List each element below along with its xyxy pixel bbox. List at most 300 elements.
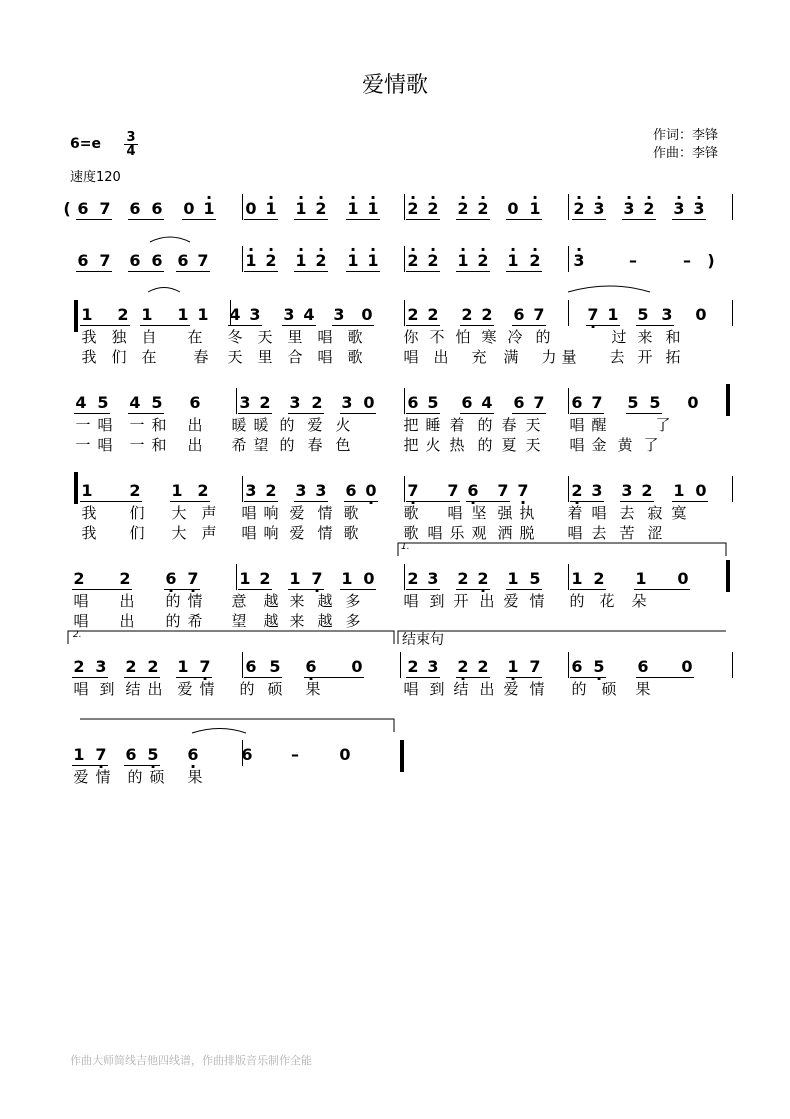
lyric-char: 天 xyxy=(525,436,541,454)
lyric-char: 多 xyxy=(345,612,361,630)
lyric-char: 出 xyxy=(479,680,495,698)
lyric-char: 乐 xyxy=(449,524,465,542)
note: 5 xyxy=(427,393,439,412)
lyric-char: 爱 xyxy=(177,680,193,698)
lyric-char: 冷 xyxy=(507,328,523,346)
note: 2 xyxy=(197,481,209,500)
note: 7 xyxy=(197,251,209,270)
note: 5 xyxy=(151,393,163,412)
lyric-char: 来 xyxy=(637,328,653,346)
lyric-char: 们 xyxy=(129,524,145,542)
key-signature: 6=e xyxy=(70,136,101,152)
lyric-char: 一 xyxy=(129,436,145,454)
lyric-char: 来 xyxy=(289,612,305,630)
lyric-char: 果 xyxy=(187,768,203,786)
lyric-char: 着 xyxy=(449,416,465,434)
lyric-char: 的 xyxy=(279,436,295,454)
lyric-char: 硕 xyxy=(601,680,617,698)
note: · 2 xyxy=(456,200,470,218)
note: 1 xyxy=(197,305,209,324)
note: 2 xyxy=(477,657,489,676)
note: 0 · xyxy=(364,482,378,500)
lyric-char: 一 xyxy=(129,416,145,434)
note: · 2 xyxy=(264,252,278,270)
note: 4 xyxy=(481,393,493,412)
note: 2 xyxy=(125,657,137,676)
note: · 3 xyxy=(572,252,586,270)
note: 5 xyxy=(637,305,649,324)
lyric-char: 金 xyxy=(591,436,607,454)
note: 1 xyxy=(81,305,93,324)
note: 7 xyxy=(497,481,509,500)
lyric-char: 情 xyxy=(529,680,545,698)
lyric-char: 爱 xyxy=(307,416,323,434)
note: 7 xyxy=(99,251,111,270)
note: 1 xyxy=(171,481,183,500)
lyric-char: 越 xyxy=(263,612,279,630)
lyric-char: 唱 xyxy=(569,436,585,454)
note: 3 xyxy=(427,657,439,676)
note: 6 xyxy=(189,393,201,412)
lyric-char: 唱 xyxy=(569,416,585,434)
lyric-char: 春 xyxy=(193,348,209,366)
lyric-char: 火 xyxy=(335,416,351,434)
lyric-char: 我 xyxy=(81,328,97,346)
volta-first-label: 1. xyxy=(401,542,410,552)
lyric-char: 的 xyxy=(165,612,181,630)
composer: 作曲：李锋 xyxy=(652,146,718,161)
note: · 2 xyxy=(426,252,440,270)
note: · 1 xyxy=(346,200,360,218)
lyric-char: 越 xyxy=(317,612,333,630)
note: 6 xyxy=(129,251,141,270)
note: 4 xyxy=(229,305,241,324)
lyric-char: 量 xyxy=(561,348,577,366)
lyric-char: 了 xyxy=(655,416,671,434)
slur xyxy=(192,729,246,734)
lyric-char: 力 xyxy=(541,348,557,366)
note: 5 xyxy=(529,569,541,588)
note: 1 xyxy=(141,305,153,324)
lyric-char: 你 xyxy=(403,328,419,346)
lyric-char: 大 xyxy=(171,524,187,542)
lyric-char: 唱 xyxy=(403,592,419,610)
note: 2 xyxy=(73,657,85,676)
lyric-char: 自 xyxy=(141,328,157,346)
lyric-char: 和 xyxy=(665,328,681,346)
note: · 2 xyxy=(406,252,420,270)
lyric-char: 情 xyxy=(529,592,545,610)
lyric-char: 歌 xyxy=(403,504,419,522)
note: 3 xyxy=(661,305,673,324)
note: 7 xyxy=(533,393,545,412)
note: – xyxy=(683,251,691,270)
lyric-char: 去 xyxy=(619,504,635,522)
lyric-char: 强 xyxy=(497,504,513,522)
note: 1 xyxy=(73,745,85,764)
lyric-char: 黄 xyxy=(617,436,633,454)
page-title: 爱情歌 xyxy=(361,73,428,98)
note: 4 xyxy=(129,393,141,412)
note: 2 xyxy=(259,393,271,412)
note: 1 xyxy=(177,657,189,676)
lyric-char: 把 xyxy=(403,436,419,454)
note: 2 · xyxy=(570,482,584,500)
note: 2 xyxy=(117,305,129,324)
slur xyxy=(150,237,190,242)
lyric-char: 不 xyxy=(429,328,445,346)
note: 2 xyxy=(427,305,439,324)
lyric-char: 果 xyxy=(635,680,651,698)
lyric-char: 开 xyxy=(637,348,653,366)
lyric-char: 结 xyxy=(453,680,469,698)
lyric-char: 的 xyxy=(279,416,295,434)
time-signature-bottom: 4 xyxy=(126,144,136,159)
lyric-char: 洒 xyxy=(497,524,513,542)
note: 7 · xyxy=(516,482,530,500)
lyric-char: 多 xyxy=(345,592,361,610)
time-signature-top: 3 xyxy=(126,130,136,145)
lyric-char: 寒 xyxy=(481,328,497,346)
lyric-char: 唱 xyxy=(73,680,89,698)
lyric-char: 朵 xyxy=(631,592,647,610)
lyric-char: 天 xyxy=(257,328,273,346)
note: 6 xyxy=(177,251,189,270)
lyric-char: 暖 xyxy=(253,416,269,434)
tempo-marking: 速度120 xyxy=(70,170,121,185)
note: · 1 xyxy=(528,200,542,218)
note: · 3 xyxy=(692,200,706,218)
lyric-char: 着 xyxy=(567,504,583,522)
note: 2 xyxy=(129,481,141,500)
lyric-char: 爱 xyxy=(289,524,305,542)
lyric-char: 响 xyxy=(263,504,279,522)
note: 1 xyxy=(289,569,301,588)
lyric-char: 热 xyxy=(449,436,465,454)
slur xyxy=(568,286,650,292)
lyric-char: 醒 xyxy=(591,416,607,434)
lyric-char: 开 xyxy=(453,592,469,610)
lyric-char: 天 xyxy=(525,416,541,434)
lyric-char: 睡 xyxy=(425,416,441,434)
note: 2 xyxy=(407,657,419,676)
note: 6 xyxy=(125,745,137,764)
note: 3 xyxy=(289,393,301,412)
lyric-char: 情 xyxy=(187,592,203,610)
lyric-char: 的 xyxy=(477,436,493,454)
lyric-char: 情 xyxy=(199,680,215,698)
note: 1 xyxy=(607,305,619,324)
lyric-char: 歌 xyxy=(343,504,359,522)
note: 2 xyxy=(259,569,271,588)
note: 3 xyxy=(249,305,261,324)
note: 3 xyxy=(295,481,307,500)
note: 6 xyxy=(513,393,525,412)
note: 2 xyxy=(593,569,605,588)
note: 2 xyxy=(311,393,323,412)
note: · 2 xyxy=(476,200,490,218)
lyric-char: 唱 xyxy=(73,592,89,610)
note: 3 xyxy=(333,305,345,324)
note: 4 xyxy=(75,393,87,412)
note: 6 xyxy=(241,745,253,764)
note: 7 xyxy=(447,481,459,500)
lyric-char: 出 xyxy=(147,680,163,698)
note: 1 xyxy=(635,569,647,588)
lyric-char: 的 xyxy=(535,328,551,346)
lyric-char: 声 xyxy=(201,504,217,522)
note: 3 xyxy=(621,481,633,500)
note: 2 xyxy=(147,657,159,676)
note: 0 xyxy=(695,305,707,324)
note: · 3 xyxy=(672,200,686,218)
note: 0 xyxy=(363,569,375,588)
lyric-char: 们 xyxy=(111,348,127,366)
lyric-char: 唱 xyxy=(241,504,257,522)
lyric-char: 出 xyxy=(433,348,449,366)
note: 7 xyxy=(591,393,603,412)
lyric-char: 情 xyxy=(317,504,333,522)
lyric-char: 色 xyxy=(335,436,351,454)
note: 6 xyxy=(77,251,89,270)
note: · 2 xyxy=(314,200,328,218)
lyric-char: 脱 xyxy=(519,524,535,542)
note: 6 · xyxy=(164,570,178,588)
note: 5 xyxy=(627,393,639,412)
lyric-char: 出 xyxy=(187,436,203,454)
lyric-char: 意 xyxy=(231,592,247,610)
footer-watermark: 作曲大师简线吉他四线谱，作曲排版音乐制作全能 xyxy=(70,1054,312,1067)
note: 1 xyxy=(341,569,353,588)
note: 7 · xyxy=(310,570,324,588)
lyric-char: 春 xyxy=(307,436,323,454)
note: · 2 xyxy=(406,200,420,218)
note: 1 xyxy=(177,305,189,324)
lyric-char: 响 xyxy=(263,524,279,542)
lyric-char: 唱 xyxy=(591,504,607,522)
lyric-char: 唱 xyxy=(241,524,257,542)
lyric-char: 唱 xyxy=(97,436,113,454)
lyric-char: 拓 xyxy=(665,348,681,366)
lyric-char: 满 xyxy=(503,348,519,366)
lyric-char: 到 xyxy=(429,592,445,610)
note: · 1 xyxy=(456,252,470,270)
note: 7 · xyxy=(406,482,420,500)
lyric-char: 唱 xyxy=(317,328,333,346)
lyric-char: 歌 xyxy=(347,348,363,366)
note: · 3 xyxy=(592,200,606,218)
lyric-char: 声 xyxy=(201,524,217,542)
note: 6 xyxy=(245,657,257,676)
lyric-char: 和 xyxy=(151,416,167,434)
lyric-char: 寂 xyxy=(647,504,663,522)
note: 1 xyxy=(571,569,583,588)
lyric-char: 的 xyxy=(477,416,493,434)
note: 2 xyxy=(461,305,473,324)
lyric-char: 望 xyxy=(231,612,247,630)
lyric-char: 观 xyxy=(471,524,487,542)
note: · 2 xyxy=(528,252,542,270)
lyric-char: 过 xyxy=(611,328,627,346)
note: 3 xyxy=(283,305,295,324)
note: 6 xyxy=(151,251,163,270)
lyric-char: 出 xyxy=(187,416,203,434)
note: 2 xyxy=(641,481,653,500)
note: 0 xyxy=(681,657,693,676)
lyric-char: 怕 xyxy=(455,328,471,346)
note: 3 xyxy=(245,481,257,500)
lyric-char: 出 xyxy=(479,592,495,610)
note: 6 xyxy=(571,393,583,412)
lyric-char: 到 xyxy=(99,680,115,698)
note: 0 xyxy=(363,393,375,412)
note: 0 xyxy=(339,745,351,764)
lyric-char: 爱 xyxy=(503,680,519,698)
note: 1 · xyxy=(506,658,520,676)
lyric-char: 爱 xyxy=(73,768,89,786)
note: 0 xyxy=(361,305,373,324)
note: – xyxy=(291,745,299,764)
lyric-char: 唱 xyxy=(427,524,443,542)
lyric-char: 希 xyxy=(231,436,247,454)
lyric-char: 合 xyxy=(287,348,303,366)
lyric-char: 硕 xyxy=(267,680,283,698)
lyric-char: 到 xyxy=(429,680,445,698)
lyric-char: 唱 xyxy=(447,504,463,522)
lyric-char: 苦 xyxy=(619,524,635,542)
note: · 1 xyxy=(244,252,258,270)
lyric-char: 在 xyxy=(187,328,203,346)
note: 6 xyxy=(345,481,357,500)
lyric-char: 爱 xyxy=(289,504,305,522)
lyric-char: 唱 xyxy=(403,680,419,698)
note: · 1 xyxy=(346,252,360,270)
note: 2 xyxy=(457,569,469,588)
note: 7 xyxy=(529,657,541,676)
note: 5 xyxy=(269,657,281,676)
note: 2 xyxy=(407,569,419,588)
note: · 1 xyxy=(506,252,520,270)
note: · 2 xyxy=(642,200,656,218)
note: · 2 xyxy=(572,200,586,218)
lyric-char: 我 xyxy=(81,348,97,366)
note: 2 xyxy=(407,305,419,324)
note: 2 xyxy=(481,305,493,324)
lyric-char: 情 xyxy=(317,524,333,542)
lyric-char: 冬 xyxy=(227,328,243,346)
note: 3 xyxy=(591,481,603,500)
note: ) xyxy=(707,251,715,270)
note: 6 xyxy=(77,199,89,218)
lyric-char: 唱 xyxy=(317,348,333,366)
note: · 2 xyxy=(476,252,490,270)
lyric-char: 里 xyxy=(257,348,273,366)
lyric-char: 在 xyxy=(141,348,157,366)
note: 6 xyxy=(513,305,525,324)
note: · 1 xyxy=(294,252,308,270)
lyric-char: 果 xyxy=(305,680,321,698)
lyric-char: 火 xyxy=(425,436,441,454)
note: 5 · xyxy=(146,746,160,764)
note: · 1 xyxy=(202,200,216,218)
lyric-char: 唱 xyxy=(403,348,419,366)
lyric-char: 的 xyxy=(165,592,181,610)
lyric-char: 了 xyxy=(643,436,659,454)
note: 7 · xyxy=(186,570,200,588)
note: 3 xyxy=(95,657,107,676)
note: 2 · xyxy=(456,658,470,676)
lyric-char: 歌 xyxy=(347,328,363,346)
lyric-char: 出 xyxy=(119,592,135,610)
ending-label: 结束句 xyxy=(402,632,444,648)
lyric-char: 去 xyxy=(609,348,625,366)
lyric-char: 情 xyxy=(95,768,111,786)
lyric-char: 们 xyxy=(129,504,145,522)
slur xyxy=(148,288,180,293)
lyric-char: 我 xyxy=(81,504,97,522)
note: · 1 xyxy=(294,200,308,218)
note: 6 xyxy=(571,657,583,676)
note: 5 xyxy=(649,393,661,412)
lyric-char: 爱 xyxy=(503,592,519,610)
note: 1 xyxy=(81,481,93,500)
lyric-char: 我 xyxy=(81,524,97,542)
note: 0 xyxy=(245,199,257,218)
note: 2 xyxy=(119,569,131,588)
note: 0 xyxy=(687,393,699,412)
volta-first-bracket xyxy=(398,543,726,556)
lyric-char: 执 xyxy=(519,504,535,522)
note: · 1 xyxy=(366,200,380,218)
note: 0 xyxy=(695,481,707,500)
lyric-char: 出 xyxy=(119,612,135,630)
note: 6 xyxy=(407,393,419,412)
volta-second-bracket xyxy=(68,631,394,644)
lyric-char: 硕 xyxy=(149,768,165,786)
lyricist: 作词：李锋 xyxy=(652,128,718,143)
note: 6 · xyxy=(466,482,480,500)
ending-bracket xyxy=(398,631,726,644)
note: ( xyxy=(63,199,71,218)
note: 4 xyxy=(303,305,315,324)
note: · 2 xyxy=(314,252,328,270)
note: 6 xyxy=(637,657,649,676)
note: 1 xyxy=(673,481,685,500)
lyric-char: 大 xyxy=(171,504,187,522)
note: 7 · xyxy=(586,306,600,324)
lyric-char: 希 xyxy=(187,612,203,630)
lyric-char: 暖 xyxy=(231,416,247,434)
lyric-char: 的 xyxy=(239,680,255,698)
lyric-char: 去 xyxy=(591,524,607,542)
note: 3 xyxy=(315,481,327,500)
lyric-char: 一 xyxy=(75,436,91,454)
lyric-char: 春 xyxy=(501,416,517,434)
lyric-char: 唱 xyxy=(567,524,583,542)
note: 6 · xyxy=(186,746,200,764)
lyric-char: 里 xyxy=(287,328,303,346)
note: 6 xyxy=(461,393,473,412)
note: 2 · xyxy=(476,570,490,588)
note: 3 xyxy=(341,393,353,412)
lyric-char: 越 xyxy=(263,592,279,610)
note: 0 xyxy=(183,199,195,218)
note: 6 xyxy=(151,199,163,218)
lyric-char: 的 xyxy=(571,680,587,698)
lyric-char: 夏 xyxy=(501,436,517,454)
lyric-char: 把 xyxy=(403,416,419,434)
note: 5 xyxy=(97,393,109,412)
